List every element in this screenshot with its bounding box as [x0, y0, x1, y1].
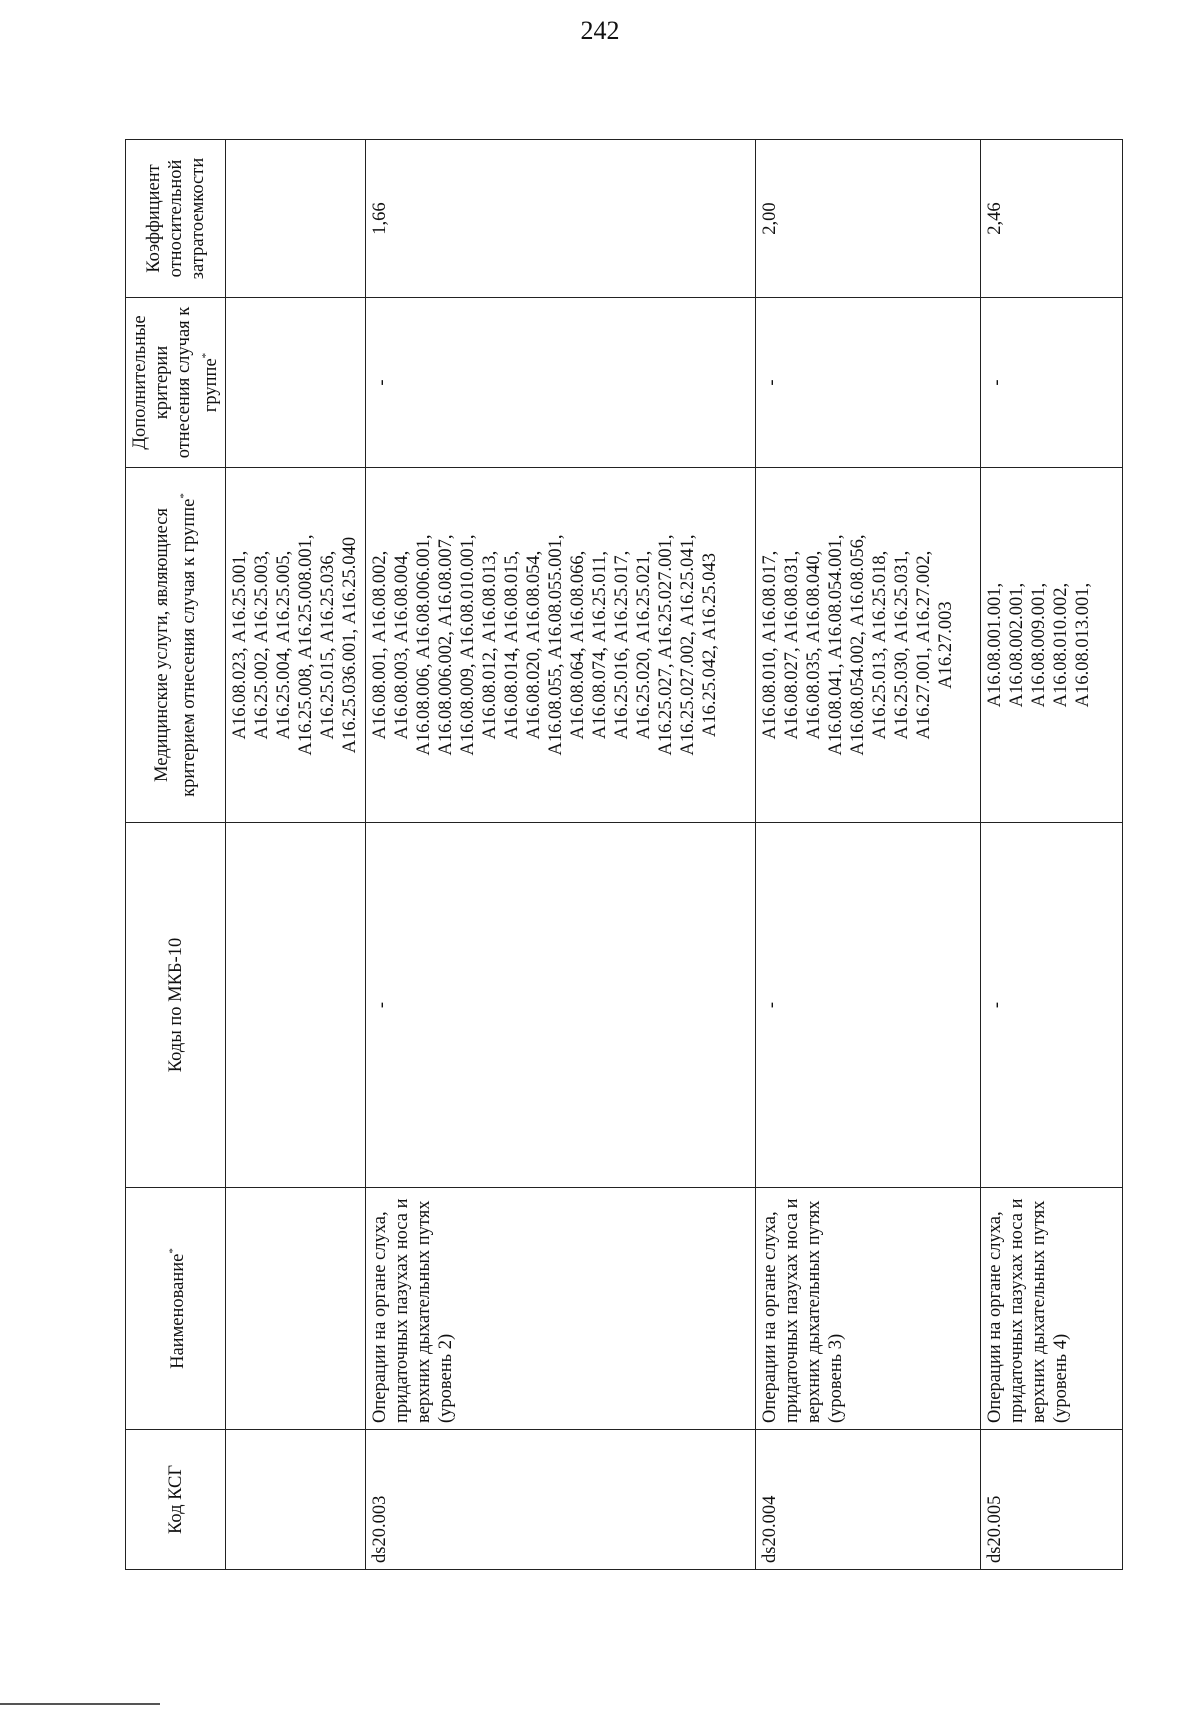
- service-line: А16.25.002, А16.25.003,: [252, 550, 273, 740]
- ksg-name-cell: Операции на органе слуха, придаточных пазухах носа и верхних дыхательных путях (уровень 3): [756, 1188, 981, 1430]
- mkb-cell: [226, 823, 366, 1188]
- header-additional-mark: *: [200, 352, 212, 359]
- table-header-row: [126, 140, 226, 1570]
- mkb-cell: -: [756, 823, 981, 1188]
- coefficient-cell: 2,00: [756, 140, 981, 298]
- ksg-code-cell: ds20.003: [366, 1430, 756, 1570]
- service-line: А16.08.001, А16.08.002,: [370, 550, 391, 740]
- service-line: А16.25.020, А16.25.021,: [634, 550, 655, 740]
- service-line: А16.08.054.002, А16.08.056,: [848, 534, 869, 756]
- service-line: А16.08.064, А16.08.066,: [568, 550, 589, 740]
- header-coef: Коэффициент относительной затратоемкости: [126, 140, 226, 298]
- header-services: Медицинские услуги, являющиеся критерием отнесения случая к группе*: [126, 468, 226, 823]
- services-cell: [981, 468, 1123, 823]
- service-line: А16.08.027, А16.08.031,: [782, 550, 803, 740]
- service-line: А16.25.030, А16.25.031,: [892, 550, 913, 740]
- service-line: А16.08.010.002,: [1051, 582, 1072, 708]
- service-line: А16.25.042, А16.25.043: [700, 553, 721, 737]
- services-cell: [756, 468, 981, 823]
- header-code: Код КСГ: [126, 1430, 226, 1570]
- mkb-cell: -: [981, 823, 1123, 1188]
- service-line: А16.08.012, А16.08.013,: [480, 550, 501, 740]
- service-line: А16.25.015, А16.25.036,: [318, 550, 339, 740]
- service-line: А16.25.013, А16.25.018,: [870, 550, 891, 740]
- service-line: А16.08.002.001,: [1007, 582, 1028, 708]
- footer-rule: [0, 1703, 160, 1705]
- additional-criteria-cell: -: [756, 298, 981, 468]
- service-line: А16.08.009.001,: [1029, 582, 1050, 708]
- service-line: А16.25.027.002, А16.25.041,: [678, 534, 699, 756]
- service-line: А16.25.008, А16.25.008.001,: [296, 534, 317, 756]
- header-additional: Дополнительные критерии отнесения случая к группе*: [126, 298, 226, 468]
- rotated-table-container: [125, 140, 1094, 1570]
- services-cell: [226, 468, 366, 823]
- table-row: [226, 140, 366, 1570]
- additional-criteria-cell: -: [366, 298, 756, 468]
- service-line: А16.08.009, А16.08.010.001,: [458, 534, 479, 756]
- service-line: А16.08.001.001,: [985, 582, 1006, 708]
- mkb-cell: -: [366, 823, 756, 1188]
- ksg-name-cell: Операции на органе слуха, придаточных пазухах носа и верхних дыхательных путях (уровень 4): [981, 1188, 1123, 1430]
- service-line: А16.08.003, А16.08.004,: [392, 550, 413, 740]
- service-line: А16.25.036.001, А16.25.040: [340, 536, 361, 754]
- service-line: А16.25.016, А16.25.017,: [612, 550, 633, 740]
- table-row: [366, 140, 756, 1570]
- service-line: А16.08.074, А16.25.011,: [590, 551, 611, 739]
- service-line: А16.08.006.002, А16.08.007,: [436, 534, 457, 756]
- service-line: А16.27.001, А16.27.002,: [914, 550, 935, 740]
- table-row: [981, 140, 1123, 1570]
- coefficient-cell: 2,46: [981, 140, 1123, 298]
- ksg-code-cell: ds20.005: [981, 1430, 1123, 1570]
- service-line: А16.08.023, А16.25.001,: [230, 550, 251, 740]
- header-name: Наименование*: [126, 1188, 226, 1430]
- ksg-name-cell: Операции на органе слуха, придаточных пазухах носа и верхних дыхательных путях (уровень 2): [366, 1188, 756, 1430]
- ksg-name-cell: [226, 1188, 366, 1430]
- service-line: А16.08.041, А16.08.054.001,: [826, 534, 847, 756]
- ksg-code-cell: [226, 1430, 366, 1570]
- service-line: А16.08.014, А16.08.015,: [502, 550, 523, 740]
- service-line: А16.08.006, А16.08.006.001,: [414, 534, 435, 756]
- service-line: А16.08.013.001,: [1073, 582, 1094, 708]
- coefficient-cell: 1,66: [366, 140, 756, 298]
- service-line: А16.25.027, А16.25.027.001,: [656, 534, 677, 756]
- additional-criteria-cell: [226, 298, 366, 468]
- additional-criteria-cell: -: [981, 298, 1123, 468]
- services-cell: [366, 468, 756, 823]
- header-services-mark: *: [178, 493, 190, 499]
- service-line: А16.08.010, А16.08.017,: [760, 550, 781, 740]
- header-mkb: Коды по МКБ-10: [126, 823, 226, 1188]
- table-row: [756, 140, 981, 1570]
- service-line: А16.27.003: [936, 601, 957, 689]
- service-line: А16.08.020, А16.08.054,: [524, 550, 545, 740]
- service-line: А16.25.004, А16.25.005,: [274, 550, 295, 740]
- coefficient-cell: [226, 140, 366, 298]
- header-name-mark: *: [167, 1248, 179, 1254]
- ksg-table: [125, 139, 1123, 1570]
- page-number: 242: [580, 16, 620, 45]
- service-line: А16.08.035, А16.08.040,: [804, 550, 825, 740]
- service-line: А16.08.055, А16.08.055.001,: [546, 534, 567, 756]
- ksg-code-cell: ds20.004: [756, 1430, 981, 1570]
